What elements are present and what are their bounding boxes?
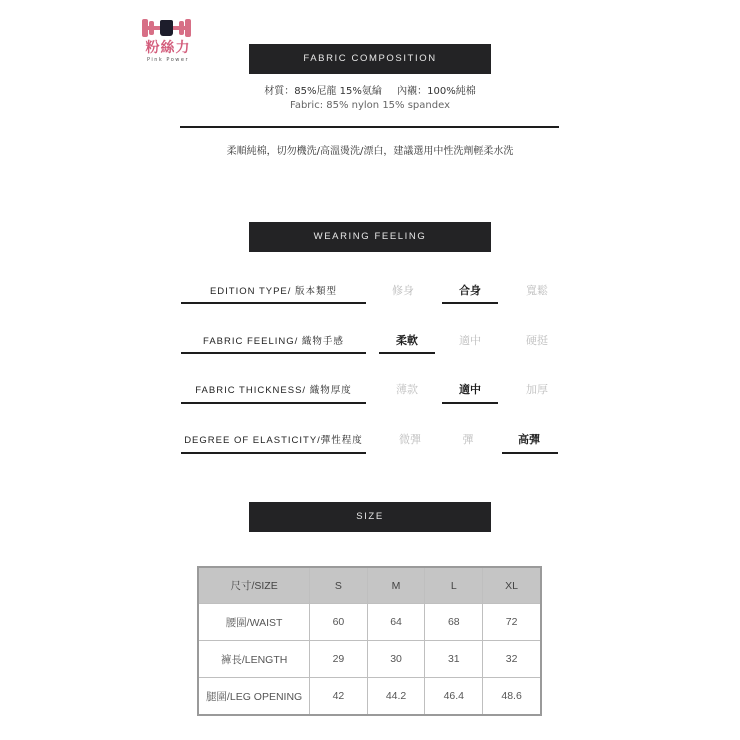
label-underline — [181, 302, 366, 304]
selected-underline — [442, 402, 498, 404]
option-stiff: 硬挺 — [526, 334, 548, 347]
fist-icon — [160, 20, 173, 36]
column-header: L — [425, 567, 483, 604]
brand-name-en: Pink Power — [146, 57, 190, 63]
table-header-row — [198, 567, 541, 604]
option-slight-stretch: 微彈 — [399, 433, 421, 446]
fabric-en: Fabric: 85% nylon 15% spandex — [290, 100, 450, 111]
option-medium: 適中 — [459, 334, 481, 347]
lining-cn: 內襯：100%純棉 — [397, 86, 476, 97]
option-loose: 寬鬆 — [526, 284, 548, 297]
table-cell: 60 — [310, 604, 367, 641]
table-cell: 42 — [310, 678, 367, 716]
divider — [180, 126, 559, 128]
selected-underline — [502, 452, 558, 454]
dumbbell-right-plate-inner-icon — [179, 21, 184, 35]
table-cell: 46.4 — [425, 678, 483, 716]
table-cell: 68 — [425, 604, 483, 641]
table-cell: 32 — [483, 641, 541, 678]
option-thin: 薄款 — [396, 383, 418, 396]
label-underline — [181, 452, 366, 454]
row-label: 褲長/LENGTH — [198, 641, 310, 678]
selected-underline — [379, 352, 435, 354]
table-cell: 64 — [367, 604, 425, 641]
table-cell: 30 — [367, 641, 425, 678]
option-high-stretch-selected: 高彈 — [518, 433, 540, 446]
dumbbell-right-plate-icon — [185, 19, 191, 37]
option-soft-selected: 柔軟 — [396, 334, 418, 347]
option-medium-selected: 適中 — [459, 383, 481, 396]
brand-name-cn: 粉絲力 — [145, 40, 191, 56]
table-cell: 31 — [425, 641, 483, 678]
elasticity-label: DEGREE OF ELASTICITY/彈性程度 — [184, 435, 363, 446]
column-header: S — [310, 567, 367, 604]
column-header: M — [367, 567, 425, 604]
table-cell: 72 — [483, 604, 541, 641]
table-row — [198, 641, 541, 678]
table-cell: 48.6 — [483, 678, 541, 716]
table-row — [198, 678, 541, 716]
row-label: 腰圍/WAIST — [198, 604, 310, 641]
fabric-thickness-label: FABRIC THICKNESS/ 織物厚度 — [195, 385, 352, 396]
option-thick: 加厚 — [526, 383, 548, 396]
selected-underline — [442, 302, 498, 304]
material-line — [180, 82, 560, 97]
brand-logo — [140, 14, 196, 68]
row-label: 腿圍/LEG OPENING — [198, 678, 310, 716]
option-slim: 修身 — [392, 284, 414, 297]
fabric-composition-header: FABRIC COMPOSITION — [249, 44, 491, 74]
option-stretch: 彈 — [462, 433, 474, 446]
option-regular-selected: 合身 — [459, 284, 481, 297]
table-row — [198, 604, 541, 641]
wearing-feeling-header: WEARING FEELING — [249, 222, 491, 252]
size-table — [197, 566, 542, 716]
care-instructions: 柔順純棉，切勿機洗/高溫燙洗/漂白，建議選用中性洗劑輕柔水洗 — [226, 146, 514, 157]
fabric-feeling-label: FABRIC FEELING/ 織物手感 — [203, 336, 344, 347]
table-cell: 44.2 — [367, 678, 425, 716]
material-cn: 材質：85%尼龍 15%氨綸 — [264, 86, 382, 97]
label-underline — [181, 402, 366, 404]
label-underline — [181, 352, 366, 354]
column-header: 尺寸/SIZE — [198, 567, 310, 604]
column-header: XL — [483, 567, 541, 604]
table-cell: 29 — [310, 641, 367, 678]
edition-type-label: EDITION TYPE/ 版本類型 — [209, 286, 338, 297]
size-header: SIZE — [249, 502, 491, 532]
